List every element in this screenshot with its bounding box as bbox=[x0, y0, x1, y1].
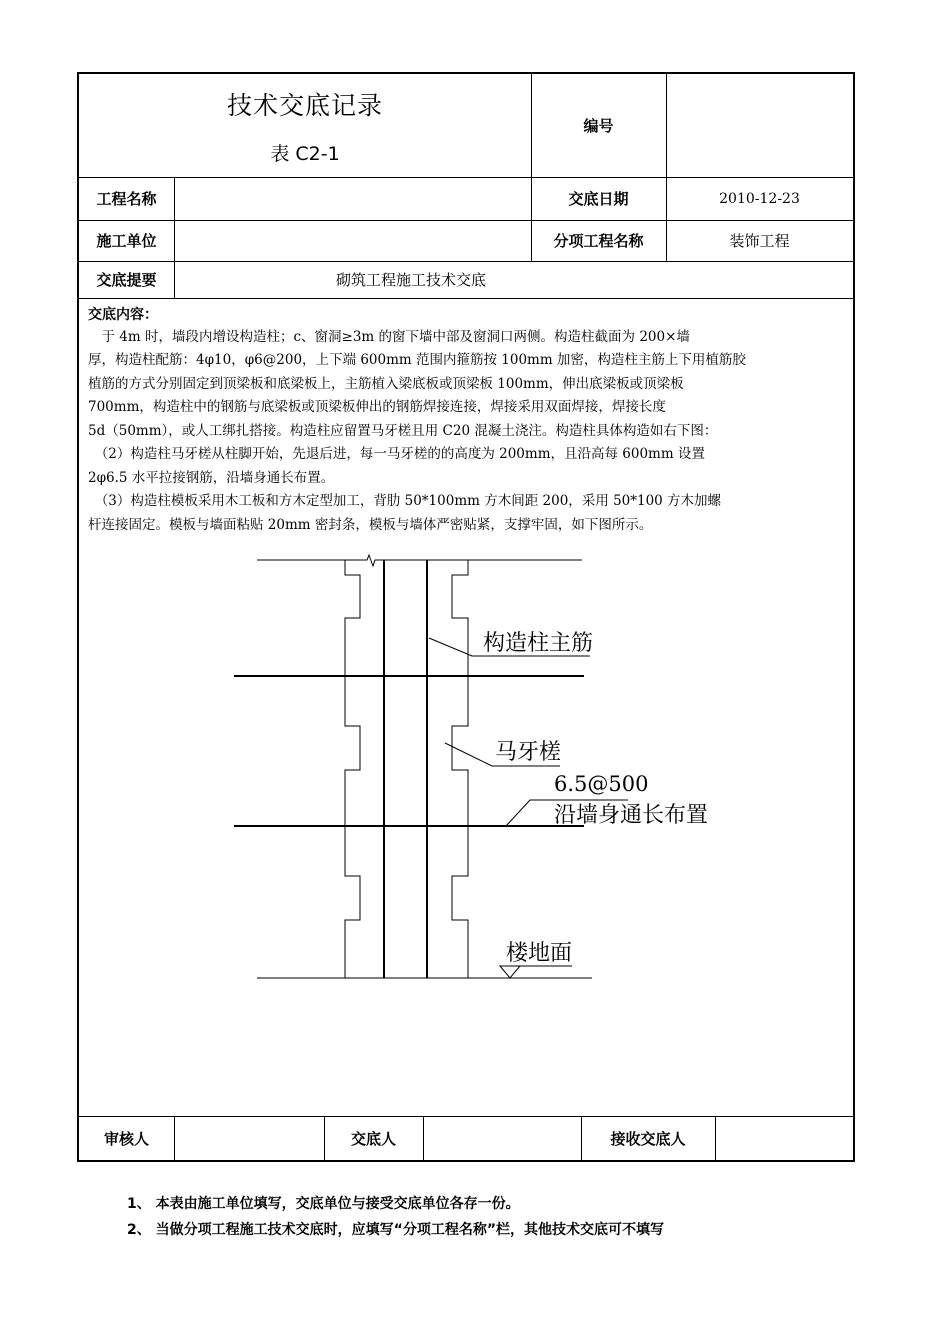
subproject-label: 分项工程名称 bbox=[553, 232, 644, 250]
content-line: 厚，构造柱配筋：4φ10，φ6@200，上下端 600mm 范围内箍筋按 100mm 加密，构造柱主筋上下用植筋胶 bbox=[88, 352, 746, 368]
content-line: （3）构造柱模板采用木工板和方木定型加工，背肋 50*100mm 方木间距 200，采用 50*100 方木加螺 bbox=[88, 493, 722, 509]
content-line: 植筋的方式分别固定到顶梁板和底梁板上，主筋植入梁底板或顶梁板 100mm，伸出底梁板或顶梁板 bbox=[88, 376, 684, 392]
footer-note: 1、 本表由施工单位填写，交底单位与接受交底单位各存一份。 bbox=[127, 1196, 520, 1212]
content-line: 5d（50mm），或人工绑扎搭接。构造柱应留置马牙槎且用 C20 混凝土浇注。构造柱具体构造如右下图： bbox=[88, 423, 718, 439]
form-code: 表 C2-1 bbox=[270, 142, 340, 165]
label-along-wall: 沿墙身通长布置 bbox=[554, 803, 709, 828]
date-value[interactable]: 2010-12-23 bbox=[719, 190, 800, 207]
content-line: 700mm，构造柱中的钢筋与底梁板或顶梁板伸出的钢筋焊接连接，焊接采用双面焊接，焊接长度 bbox=[88, 399, 666, 415]
content-label: 交底内容： bbox=[88, 307, 158, 323]
content-line: 杆连接固定。模板与墙面粘贴 20mm 密封条，模板与墙体严密贴紧，支撑牢固，如下图所示。 bbox=[88, 517, 653, 533]
form-title: 技术交底记录 bbox=[226, 91, 383, 120]
label-rebar: 6.5@500 bbox=[554, 772, 649, 796]
content-line: （2）构造柱马牙槎从柱脚开始，先退后进，每一马牙槎的的高度为 200mm，且沿高每 600mm 设置 bbox=[88, 446, 705, 462]
subproject-value[interactable]: 装饰工程 bbox=[729, 232, 790, 250]
construction-unit-label: 施工单位 bbox=[96, 232, 157, 250]
label-floor: 楼地面 bbox=[506, 941, 573, 966]
date-label: 交底日期 bbox=[568, 190, 629, 208]
break-line bbox=[257, 555, 582, 566]
project-name-label: 工程名称 bbox=[96, 190, 157, 208]
summary-value[interactable]: 砌筑工程施工技术交底 bbox=[335, 271, 486, 289]
content-line: 2φ6.5 水平拉接钢筋，沿墙身通长布置。 bbox=[88, 470, 335, 486]
number-label: 编号 bbox=[583, 117, 614, 135]
content-line: 于 4m 时，墙段内增设构造柱；c、窗洞≥3m 的窗下墙中部及窗洞口两侧。构造柱截面为 200×墙 bbox=[88, 329, 690, 345]
footer-note: 2、 当做分项工程施工技术交底时，应填写“分项工程名称”栏，其他技术交底可不填写 bbox=[127, 1222, 665, 1238]
receiver-label: 接收交底人 bbox=[610, 1129, 686, 1148]
floor-marker bbox=[500, 966, 520, 978]
label-main-bar: 构造柱主筋 bbox=[483, 631, 594, 656]
summary-label: 交底提要 bbox=[96, 271, 157, 289]
discloser-label: 交底人 bbox=[350, 1129, 396, 1148]
right-toothing-edge bbox=[452, 560, 468, 978]
reviewer-label: 审核人 bbox=[103, 1129, 149, 1148]
left-toothing-edge bbox=[345, 560, 360, 978]
label-toothing: 马牙槎 bbox=[495, 740, 562, 765]
